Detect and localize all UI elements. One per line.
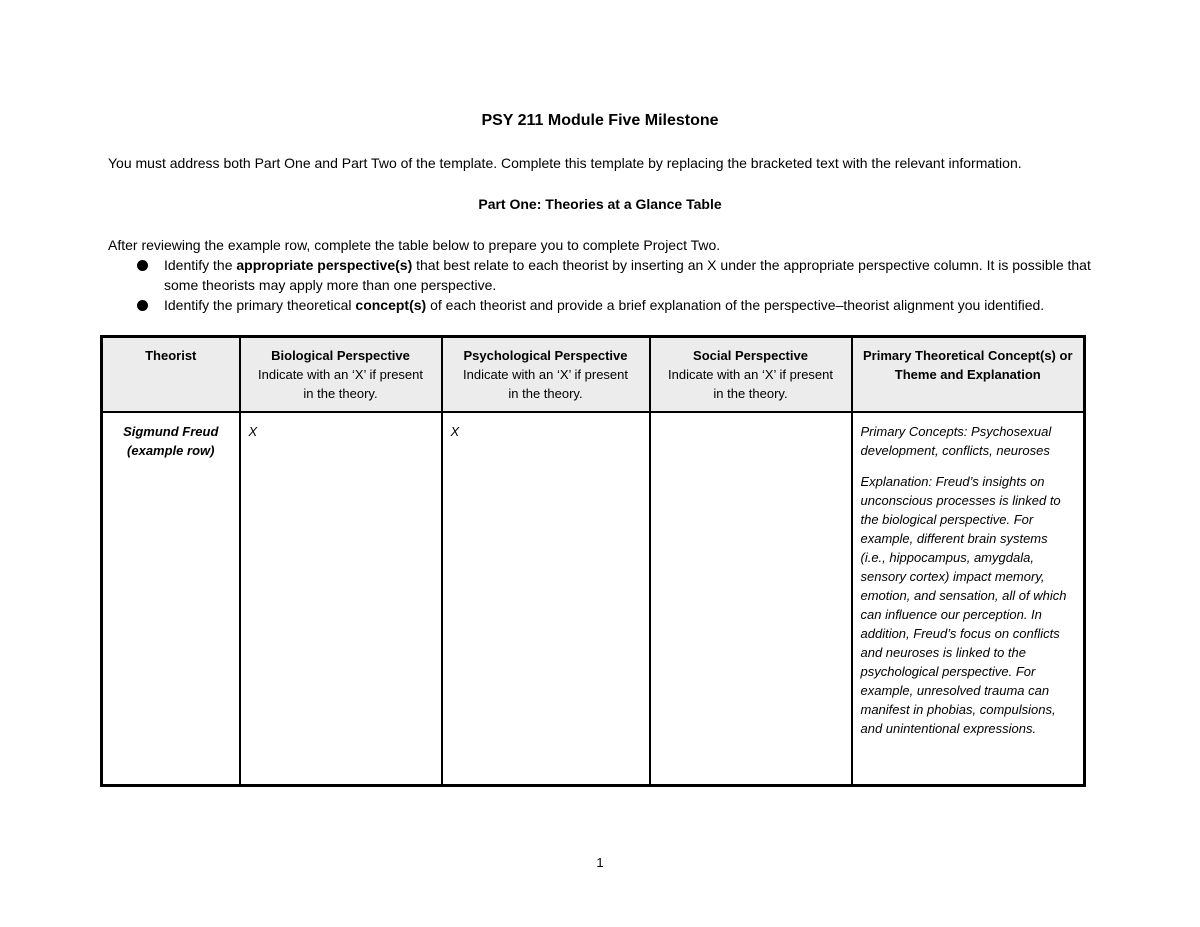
bullet-text: Identify the [164, 257, 237, 273]
primary-concepts-text: Primary Concepts: Psychosexual development, conflicts, neuroses [860, 424, 1052, 458]
part-one-heading: Part One: Theories at a Glance Table [478, 196, 722, 212]
cell-concepts-explanation[interactable] [852, 412, 1085, 786]
bullet-text: of each theorist and provide a brief explanation of the perspective–theorist alignment you identified. [426, 297, 1045, 313]
header-title: Primary Theoretical Concept(s) or Theme and Explanation [863, 348, 1073, 382]
bullet-bold-text: appropriate perspective(s) [236, 257, 413, 273]
document-title: PSY 211 Module Five Milestone [481, 112, 719, 129]
bullet-item-perspective [108, 255, 1098, 295]
intro-paragraph: You must address both Part One and Part Two of the template. Complete this template by replacing the bracketed text with the relevant information. [108, 155, 1022, 171]
bullet-text: Identify the primary theoretical [164, 297, 356, 313]
bullet-item-concepts [108, 295, 1098, 315]
table-row [102, 412, 1085, 786]
header-title: Psychological Perspective [463, 348, 628, 363]
bullet-icon [137, 300, 148, 311]
bullet-bold-text: concept(s) [355, 297, 427, 313]
bullet-icon [137, 260, 148, 271]
explanation-text: Explanation: Freud’s insights on unconscious processes is linked to the biological perspective. For example, different brain systems (i.e., hippocampus, amygdala, sensory cortex) impact memory, emotion, and sensation, all of which can influence our perception. In addition, Freud’s focus on conflicts and neuroses is linked to the psychological perspective. For example, unresolved trauma can manifest in phobias, compulsions, and unintentional expressions. [860, 474, 1067, 736]
theorist-note: (example row) [127, 443, 215, 458]
cell-social[interactable] [650, 412, 852, 786]
theories-table [100, 335, 1086, 787]
header-title: Theorist [145, 348, 197, 363]
cell-psychological[interactable]: X [442, 412, 650, 786]
header-subtitle: in the theory. [508, 386, 583, 401]
cell-theorist[interactable] [102, 412, 240, 786]
header-subtitle: Indicate with an ‘X’ if present [258, 367, 423, 382]
theorist-name: Sigmund Freud [123, 424, 219, 439]
page-number: 1 [596, 855, 604, 870]
header-subtitle: in the theory. [303, 386, 378, 401]
header-psychological [442, 337, 650, 413]
header-social [650, 337, 852, 413]
header-title: Biological Perspective [271, 348, 410, 363]
header-title: Social Perspective [693, 348, 808, 363]
header-subtitle: Indicate with an ‘X’ if present [463, 367, 628, 382]
header-theorist [102, 337, 240, 413]
header-biological [240, 337, 442, 413]
table-header-row [102, 337, 1085, 413]
bullet-text: that best relate to each theorist by inserting an X under the appropriate perspective column. It is possible that some theorists may apply more than one perspective. [164, 257, 1091, 293]
header-subtitle: Indicate with an ‘X’ if present [668, 367, 833, 382]
header-concepts [852, 337, 1085, 413]
instructions-paragraph: After reviewing the example row, complete the table below to prepare you to complete Project Two. [108, 237, 721, 253]
header-subtitle: in the theory. [713, 386, 788, 401]
instruction-bullet-list [108, 255, 1098, 315]
cell-biological[interactable]: X [240, 412, 442, 786]
